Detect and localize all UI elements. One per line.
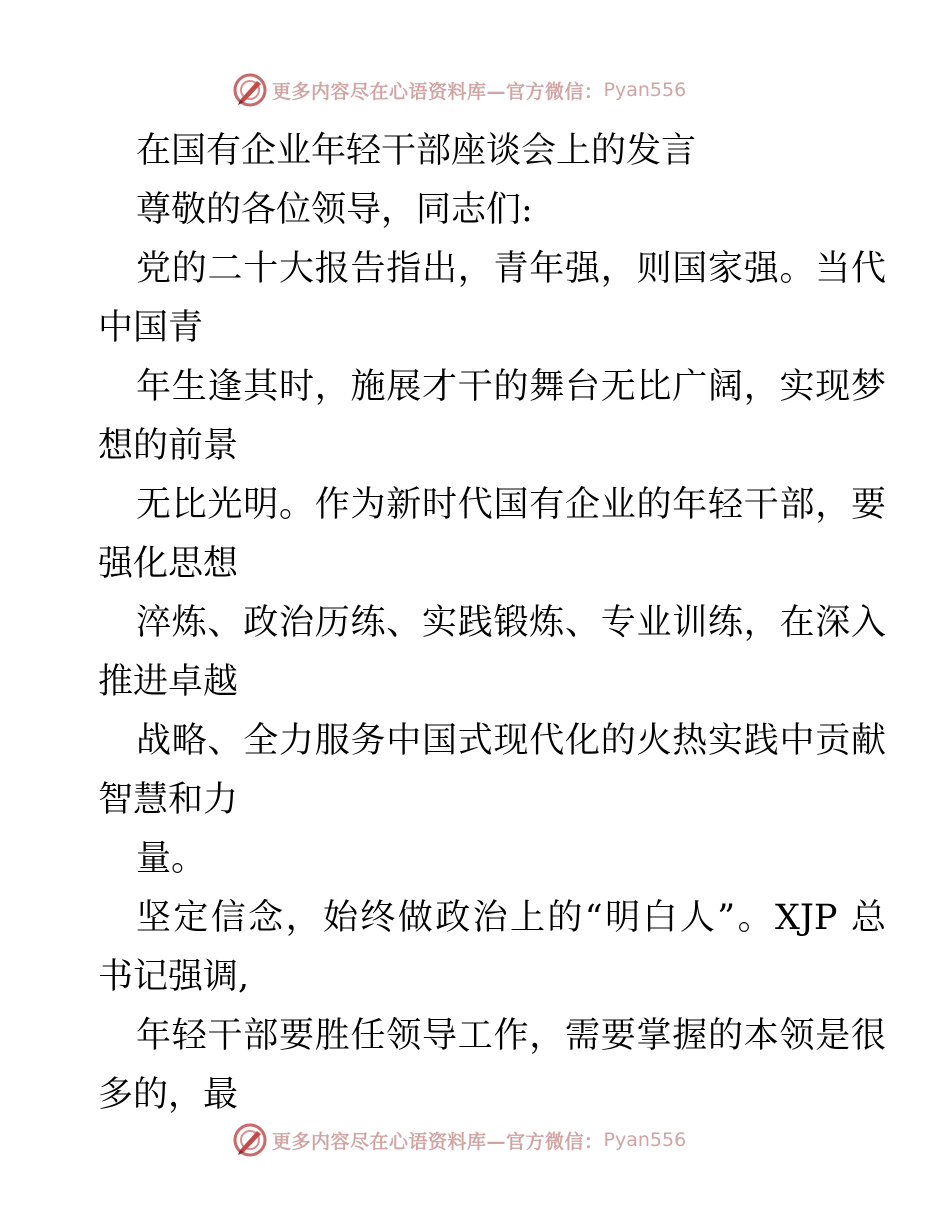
header-watermark	[232, 72, 686, 108]
watermark-text: 更多内容尽在心语资料库—官方微信：	[272, 1130, 604, 1153]
footer-watermark	[232, 1122, 686, 1158]
paragraph-line: 党的二十大报告指出，青年强，则国家强。当代	[136, 249, 886, 289]
watermark-account: Pyan556	[603, 79, 687, 101]
paragraph-line: 中国青	[98, 308, 204, 348]
paragraph-line: 书记强调,	[98, 957, 250, 997]
paragraph-line: 推进卓越	[98, 662, 239, 702]
paragraph-line: 淬炼、政治历练、实践锻炼、专业训练，在深入	[136, 603, 886, 643]
watermark-text: 更多内容尽在心语资料库—官方微信：	[272, 80, 604, 103]
pen-logo-icon	[232, 1122, 268, 1158]
paragraph-line: 坚定信念，始终做政治上的“明白人”。XJP 总	[136, 898, 886, 938]
paragraph-line: 智慧和力	[98, 780, 239, 820]
paragraph-line: 战略、全力服务中国式现代化的火热实践中贡献	[136, 721, 886, 761]
paragraph-line: 强化思想	[98, 544, 239, 584]
paragraph-line: 多的，最	[98, 1075, 239, 1115]
salutation: 尊敬的各位领导，同志们:	[136, 190, 533, 230]
paragraph-line: 想的前景	[98, 426, 239, 466]
paragraph-line: 无比光明。作为新时代国有企业的年轻干部，要	[136, 485, 886, 525]
paragraph-line: 年轻干部要胜任领导工作，需要掌握的本领是很	[136, 1016, 886, 1056]
paragraph-line: 量。	[136, 839, 207, 879]
paragraph-line: 年生逢其时，施展才干的舞台无比广阔，实现梦	[136, 367, 886, 407]
document-body	[98, 122, 886, 1125]
document-title: 在国有企业年轻干部座谈会上的发言	[136, 131, 697, 171]
pen-logo-icon	[232, 72, 268, 108]
watermark-account: Pyan556	[603, 1129, 687, 1151]
